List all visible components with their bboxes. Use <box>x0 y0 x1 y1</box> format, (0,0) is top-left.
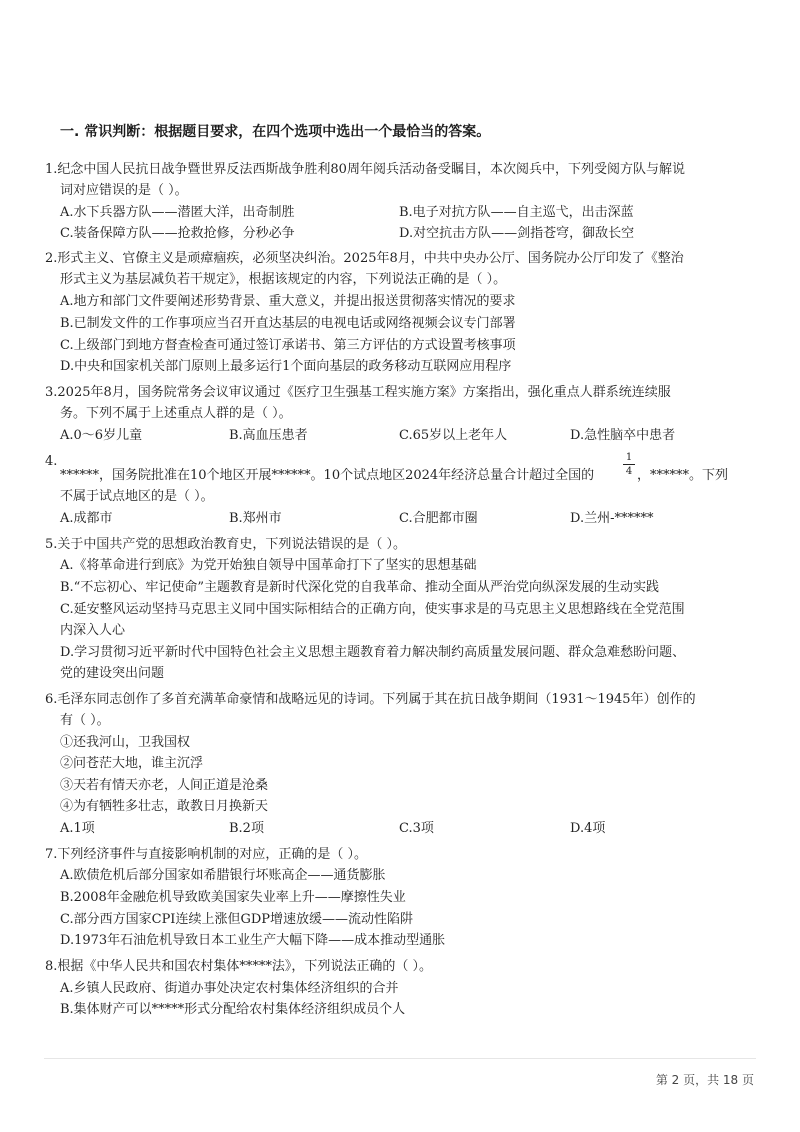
question-6-option-d: D.4项 <box>570 821 606 836</box>
question-3-option-d: D.急性脑卒中患者 <box>570 428 676 443</box>
question-1-option-d: D.对空抗击方队——剑指苍穹，御敌长空 <box>399 226 635 241</box>
question-2-stem: 2.形式主义、官僚主义是顽瘴痼疾，必须坚决纠治。2025年8月，中共中央办公厅、国务院办公厅印发了《整治 <box>45 251 684 266</box>
question-4-option-c: C.合肥都市圈 <box>399 511 478 526</box>
question-2-option-a: A.地方和部门文件要阐述形势背景、重大意义，并提出报送贯彻落实情况的要求 <box>60 294 516 309</box>
question-3-option-c: C.65岁以上老年人 <box>399 428 508 443</box>
question-7-stem: 7.下列经济事件与直接影响机制的对应，正确的是（ ）。 <box>45 847 368 862</box>
question-3-stem: 务。下列不属于上述重点人群的是（ ）。 <box>60 406 292 421</box>
question-8-stem: 8.根据《中华人民共和国农村集体*****法》，下列说法正确的（ ）。 <box>45 959 433 974</box>
question-5-option-d: D.学习贯彻习近平新时代中国特色社会主义思想主题教育着力解决制约高质量发展问题、群众急难愁盼问题、 <box>60 645 686 660</box>
question-4-option-a: A.成都市 <box>60 511 113 526</box>
question-1-option-a: A.水下兵器方队——潜匿大洋，出奇制胜 <box>60 205 295 220</box>
question-6-item: ②问苍茫大地，谁主沉浮 <box>60 756 204 771</box>
question-4-number: 4. <box>45 454 58 469</box>
question-4-stem: ******，国务院批准在10个地区开展******。10个试点地区2024年经济总量合计超过全国的 <box>60 468 595 483</box>
fraction-numerator: 1 <box>625 452 633 463</box>
question-8-option-a: A.乡镇人民政府、街道办事处决定农村集体经济组织的合并 <box>60 981 399 996</box>
question-3-option-b: B.高血压患者 <box>229 428 308 443</box>
question-1-option-b: B.电子对抗方队——自主巡弋，出击深蓝 <box>399 205 634 220</box>
question-6-item: ①还我河山，卫我国权 <box>60 735 191 750</box>
question-7-option-a: A.欧债危机后部分国家如希腊银行坏账高企——通货膨胀 <box>60 868 386 883</box>
question-4-stem: 不属于试点地区的是（ ）。 <box>60 489 214 504</box>
question-6-item: ④为有牺牲多壮志，敢教日月换新天 <box>60 799 269 814</box>
question-5-option-c: 内深入人心 <box>60 623 126 638</box>
question-3-option-a: A.0～6岁儿童 <box>60 428 143 443</box>
question-3-stem: 3.2025年8月，国务院常务会议审议通过《医疗卫生强基工程实施方案》方案指出，强化重点人群系统连续服 <box>45 385 671 400</box>
fraction-one-quarter <box>623 452 635 477</box>
question-6-stem: 有（ ）。 <box>60 713 110 728</box>
question-6-option-c: C.3项 <box>399 821 434 836</box>
question-5-stem: 5.关于中国共产党的思想政治教育史，下列说法错误的是（ ）。 <box>45 537 407 552</box>
question-6-option-a: A.1项 <box>60 821 95 836</box>
question-2-option-c: C.上级部门到地方督查检查可通过签订承诺书、第三方评估的方式设置考核事项 <box>60 338 516 353</box>
fraction-denominator: 4 <box>625 466 633 477</box>
question-5-option-d: 党的建设突出问题 <box>60 666 165 681</box>
question-6-item: ③天若有情天亦老，人间正道是沧桑 <box>60 778 269 793</box>
page-number: 第 2 页，共 18 页 <box>655 1073 754 1087</box>
question-1-option-c: C.装备保障方队——抢救抢修，分秒必争 <box>60 226 295 241</box>
question-1-stem: 词对应错误的是（ ）。 <box>60 183 188 198</box>
question-8-option-b: B.集体财产可以*****形式分配给农村集体经济组织成员个人 <box>60 1002 406 1017</box>
footer-divider <box>44 1058 756 1059</box>
question-7-option-b: B.2008年金融危机导致欧美国家失业率上升——摩擦性失业 <box>60 890 406 905</box>
question-1-stem: 1.纪念中国人民抗日战争暨世界反法西斯战争胜利80周年阅兵活动备受瞩目，本次阅兵中，下列受阅方队与解说 <box>45 162 685 177</box>
question-2-stem: 形式主义为基层减负若干规定》，根据该规定的内容，下列说法正确的是（ ）。 <box>60 272 507 287</box>
question-5-option-b: B.“不忘初心、牢记使命”主题教育是新时代深化党的自我革命、推动全面从严治党向纵深发展的生动实践 <box>60 580 659 595</box>
question-4-stem: ，******。下列 <box>637 468 729 483</box>
question-4-option-d: D.兰州-****** <box>570 511 654 526</box>
question-6-stem: 6.毛泽东同志创作了多首充满革命豪情和战略远见的诗词。下列属于其在抗日战争期间（1931～1945年）创作的 <box>45 692 696 707</box>
question-5-option-c: C.延安整风运动坚持马克思主义同中国实际相结合的正确方向，使实事求是的马克思主义思想路线在全党范围 <box>60 602 685 617</box>
fraction-bar <box>623 464 635 465</box>
question-7-option-d: D.1973年石油危机导致日本工业生产大幅下降——成本推动型通胀 <box>60 933 446 948</box>
section-title: 一. 常识判断：根据题目要求，在四个选项中选出一个最恰当的答案。 <box>60 124 491 140</box>
question-2-option-d: D.中央和国家机关部门原则上最多运行1个面向基层的政务移动互联网应用程序 <box>60 359 512 374</box>
question-6-option-b: B.2项 <box>229 821 264 836</box>
question-7-option-c: C.部分西方国家CPI连续上涨但GDP增速放缓——流动性陷阱 <box>60 912 413 927</box>
question-2-option-b: B.已制发文件的工作事项应当召开直达基层的电视电话或网络视频会议专门部署 <box>60 316 516 331</box>
question-4-option-b: B.郑州市 <box>229 511 282 526</box>
question-5-option-a: A.《将革命进行到底》为党开始独自领导中国革命打下了坚实的思想基础 <box>60 558 477 573</box>
